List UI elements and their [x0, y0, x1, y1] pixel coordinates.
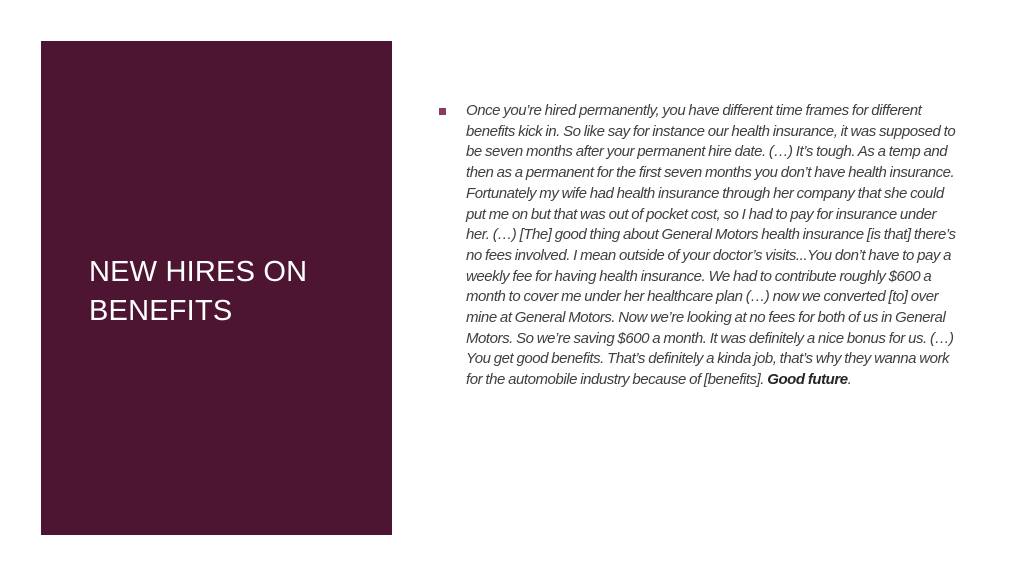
interview-quote [466, 101, 959, 391]
slide-title: NEW HIRES ON BENEFITS [89, 256, 308, 327]
content-area [439, 101, 959, 391]
quote-emphasis: Good future [767, 371, 848, 389]
quote-ending: . [847, 371, 852, 389]
quote-body: Once you’re hired permanently, you have different time frames for different benefits kick in. So like say for instance our health insurance, it was supposed to be seven months after your permanent hire date. (…) It’s tough. As a temp and then as a permanent for the first seven months you don’t have health insurance. Fortunately my wife had health insurance through her company that she could put me on but that was out of pocket cost, so I had to pay for insurance under her. (…) [The] good thing about General Motors health insurance [is that] there’s no fees involved. I mean outside of your doctor’s visits...You don’t have to pay a weekly fee for having health insurance. We had to contribute roughly $600 a month to cover me under her healthcare plan (…) now we converted [to] over mine at General Motors. Now we’re looking at no fees for both of us in General Motors. So we’re saving $600 a month. It was definitely a nice bonus for us. (…) You get good benefits. That’s definitely a kinda job, that’s why they wanna work for the automobile industry because of [benefits]. [466, 102, 956, 389]
bullet-item [439, 101, 959, 391]
title-panel [41, 41, 392, 535]
square-bullet-icon [439, 108, 446, 115]
